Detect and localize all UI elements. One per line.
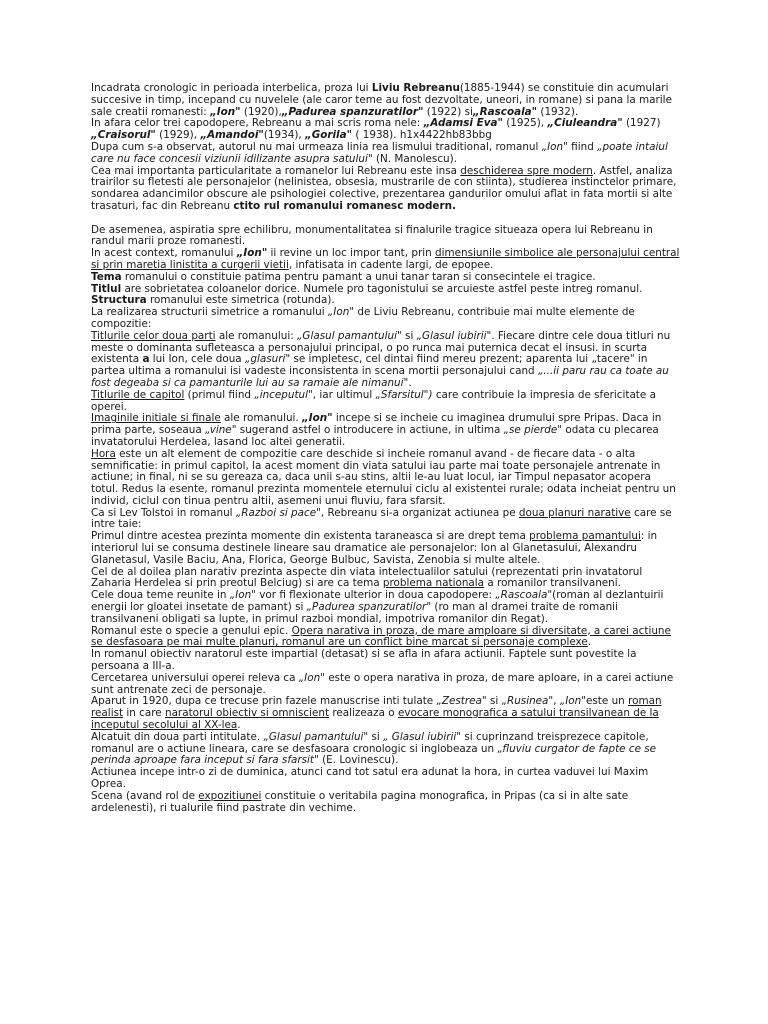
- text-run: si cuprinzand treisprezece capitole, romanul are o actiune lineara, care se desfasoara cronologic si inglobeaza un: [91, 730, 649, 755]
- text-run: ( 1938). h1x4422hb83bbg: [352, 129, 492, 142]
- italic-text: „Ion": [541, 140, 568, 153]
- text-run: fiind: [567, 140, 598, 153]
- paragraph-universe: [91, 673, 681, 697]
- bold-text: Tema: [91, 270, 122, 283]
- text-run: si: [401, 329, 417, 342]
- text-run: romanului este simetrica (rotunda).: [146, 294, 335, 307]
- text-run: (E. Lovinescu).: [318, 754, 399, 767]
- underlined-text: dimensiunile simbolice ale personajului central si prin maretia linistita a curgerii vietii: [91, 247, 680, 271]
- italic-text: „...ii paru rau ca toate au fost degeaba si ca pamanturile lui au sa ramaie ale nimanui": [91, 365, 669, 389]
- text-run: ale romanului:: [215, 329, 298, 342]
- text-run: In acest context, romanului: [91, 247, 237, 260]
- text-run: este o opera narativa in proza, de mare aploare, in a carei actiune sunt antrenate zeci de personaje.: [91, 671, 674, 696]
- italic-text: „Glasul pamantului": [297, 329, 402, 342]
- underlined-text: problema nationala: [382, 577, 485, 590]
- text-run: : in interiorul lui se consuma destinele lineare sau dramatice ale personajelor: Ion al Glanetasului, Alexandru Glanetasul, Vasile Baciu, Ana, Florica, George Bulbuc, Savista, Zenobia si multe altele.: [91, 530, 658, 566]
- text-run: si: [486, 695, 502, 708]
- underlined-text: doua planuri narative: [518, 506, 631, 519]
- text-run: Cel de al doilea plan narativ prezinta aspecte din viata intelectualilor satului (reprezentati prin invatatorul Zaharia Herdelea si prin preotul Belciug) si are ca tema: [91, 565, 643, 590]
- bold-italic-text: „Ion": [236, 247, 268, 260]
- text-run: sugerand astfel o introducere in actiune, in ultima: [236, 424, 504, 437]
- underlined-text: deschiderea spre modern: [460, 164, 593, 177]
- paragraph-two-themes: [91, 590, 681, 625]
- text-run: (1927): [622, 117, 661, 130]
- bold-italic-text: „Ion": [210, 105, 241, 118]
- paragraph-composition: [91, 307, 681, 331]
- italic-text: „Zestrea": [436, 695, 487, 708]
- italic-text: „Ion": [327, 306, 355, 319]
- text-run: si: [368, 730, 384, 743]
- text-run: , iar ultimul: [312, 388, 376, 401]
- bold-italic-text: „Gorila": [305, 129, 353, 142]
- text-run: Incadrata cronologic in perioada interbelica, proza lui: [91, 82, 372, 94]
- italic-text: „Ion": [298, 671, 325, 684]
- text-run: (N. Manolescu).: [372, 152, 457, 165]
- text-run: Ca si Lev Tolstoi in romanul: [91, 506, 236, 519]
- text-run: (roman al dezlantuirii energii lor gloatei insetate de pamant) si: [91, 589, 664, 614]
- text-run: este un alt element de compozitie care deschide si incheie romanul avand - de fiecare data - o alta semnificatie: in primul capitol, la acest moment din viata satului iau parte mai toate personajele antrenate in actiune; in final, ni se su gereaza ca, daca unii s-au stins, altii le-au luat locul, iar Timpul nepasator acopera totul. Redus la esente, romanul prezinta momentele eternului ciclu al existentei rurale; odata incheiat pentru un individ, ciclul con tinua pentru altii, asemeni unui fluviu, fara sfarsit.: [91, 447, 676, 507]
- text-run: Primul dintre acestea prezinta momente din existenta taraneasca si are drept tema: [91, 530, 530, 543]
- text-run: . Fiecare dintre cele doua titluri nu meste o dominanta sufleteasca a personajului principal, o po runca mai puternica decat el insusi. in scurta existenta: [91, 329, 671, 366]
- text-run: , Rebreanu si-a organizat actiunea pe: [320, 506, 519, 519]
- underlined-text: roman realist: [91, 695, 662, 720]
- underlined-text: expozitiunei: [198, 789, 262, 802]
- text-run: La realizarea structurii simetrice a romanului: [91, 306, 328, 319]
- underlined-text: naratorul obiectiv si omniscient: [164, 707, 330, 720]
- italic-text: „ Glasul iubirii": [383, 730, 462, 743]
- italic-text: „Glasul pamantului": [263, 730, 369, 743]
- document-body: [91, 83, 681, 814]
- text-run: lui Ion, cele doua: [149, 353, 245, 366]
- paragraph-intro: [91, 83, 681, 118]
- italic-text: „Rusinea": [501, 695, 554, 708]
- text-run: incepe si se incheie cu imaginea drumului spre Pripas. Daca in prima parte, soseaua: [91, 412, 662, 437]
- italic-text: „inceputul": [254, 388, 313, 401]
- italic-text: „se pierde": [503, 424, 563, 437]
- bold-text: Liviu Rebreanu: [371, 82, 460, 94]
- paragraph-scene: [91, 791, 681, 815]
- text-run: (1922) si: [423, 105, 473, 118]
- paragraph-two-parts: [91, 732, 681, 767]
- paragraph-context: [91, 248, 681, 272]
- bold-italic-text: „Amandoi": [200, 129, 264, 142]
- text-run: Actiunea incepe intr-o zi de duminica, atunci cand tot satul era adunat la hora, in curtea vaduvei lui Maxim Oprea.: [91, 766, 649, 791]
- bold-italic-text: „Padurea spanzuratilor": [281, 105, 424, 118]
- italic-text: „Glasul iubirii": [416, 329, 492, 342]
- text-run: . Astfel, analiza trairilor su fletesti ale personajelor (nelinistea, obsesia, mustrarile de con stiinta), studierea instinctelor primare, sondarea adancimilor obscure ale psihologiei colective, prezentarea gandurilor omului aflat in fata mortii si alte trasaturi, fac din Rebreanu: [91, 164, 677, 212]
- text-run: Romanul este o specie a genului epic.: [91, 624, 292, 637]
- text-run: (1920),: [240, 105, 282, 118]
- italic-text: „Razboi si pace": [235, 506, 321, 519]
- text-run: .: [237, 719, 241, 732]
- bold-text: a: [142, 353, 150, 366]
- text-run: De asemenea, aspiratia spre echilibru, monumentalitatea si finalurile tragice situeaza opera lui Rebreanu in randul marii proze romanesti.: [91, 223, 653, 248]
- paragraph-part-titles: [91, 331, 681, 390]
- paragraph-other-novels: [91, 118, 681, 142]
- text-run: Dupa cum s-a observat, autorul nu mai urmeaza linia rea lismului traditional, romanul: [91, 140, 542, 153]
- bold-text: Titlul: [91, 282, 122, 295]
- underlined-text: Titlurile de capitol: [91, 388, 185, 401]
- text-run: are sobrietatea coloanelor dorice. Numele pro tagonistului se arcuieste astfel peste intreg romanul.: [121, 282, 643, 295]
- text-run: ale romanului.: [220, 412, 303, 425]
- text-run: (1934),: [263, 129, 306, 142]
- underlined-text: evocare monografica a satului transilvanean de la inceputul secolului al XX-lea: [91, 707, 659, 732]
- text-run: ii revine un loc impor tant, prin: [267, 247, 435, 260]
- text-run: de Liviu Rebreanu, contribuie mai multe elemente de compozitie:: [91, 306, 635, 330]
- text-run: (1932).: [537, 105, 579, 118]
- paragraph-hora: [91, 449, 681, 508]
- bold-italic-text: „Ciuleandra": [547, 117, 623, 130]
- italic-text: „glasuri": [244, 353, 291, 366]
- paragraph-balance: [91, 225, 681, 249]
- paragraph-chapter-titles: [91, 390, 681, 414]
- text-run: odata cu plecarea invatatorului Herdelea, lasand loc altei generatii.: [91, 424, 659, 448]
- text-run: Cele doua teme reunite in: [91, 589, 230, 602]
- text-run: , infatisata in cadente largi, de epopee.: [288, 258, 494, 271]
- text-run: (1885-1944) se constituie din acumulari succesive in timp, incepand cu nuvelele (ale caror teme au fost dezvoltate, uneori, in romane) si pana la marile sale creatii romanesti:: [91, 82, 672, 118]
- paragraph-published-1920: [91, 696, 681, 731]
- text-run: In romanul obiectiv naratorul este impartial (detasat) si se afla in afara actiunii. Faptele sunt povestite la persoana a III-a.: [91, 648, 637, 673]
- text-run: care se intre taie:: [91, 506, 672, 531]
- text-run: ,: [553, 695, 560, 708]
- underlined-text: Titlurile celor doua parti: [91, 329, 216, 342]
- text-run: .: [408, 376, 412, 389]
- bold-italic-text: „Adamsi Eva": [423, 117, 503, 130]
- text-run: Cea mai importanta particularitate a romanelor lui Rebreanu este insa: [91, 164, 461, 177]
- italic-text: „Ion": [229, 589, 256, 602]
- bold-italic-text: „Craisorul": [91, 129, 156, 142]
- paragraph-objective-narrator: [91, 649, 681, 673]
- text-run: vor fi flexionate ulterior in doua capodopere:: [255, 589, 496, 602]
- text-run: Alcatuit din doua parti intitulate.: [91, 730, 264, 743]
- underlined-text: Hora: [91, 447, 116, 460]
- underlined-text: Opera narativa in proza, de mare amploare si diversitate, a carei actiune se desfasoara pe mai multe planuri, romanul are un conflict bine marcat si personaje complexe: [91, 624, 671, 649]
- text-run: constituie o veritabila pagina monografica, in Pripas (ca si in alte sate ardelenesti), ri tualurile fiind pastrate din vechime.: [91, 789, 629, 814]
- italic-text: „poate intaiul care nu face concesii viziunii idilizante asupra satului": [91, 140, 668, 165]
- text-run: Scena (avand rol de: [91, 789, 199, 802]
- text-run: Aparut in 1920, dupa ce trecuse prin fazele manuscrise inti tulate: [91, 695, 437, 708]
- text-run: este un: [586, 695, 629, 708]
- bold-italic-text: „Rascoala": [472, 105, 538, 118]
- italic-text: „fluviu curgator de fapte ce se perinda aproape fara inceput si fara sfarsit": [91, 742, 657, 767]
- text-run: (1929),: [155, 129, 201, 142]
- paragraph-initial-final-images: [91, 413, 681, 448]
- underlined-text: Imaginile initiale si finale: [91, 412, 221, 425]
- paragraph-modernity: [91, 166, 681, 213]
- bold-text: ctito rul romanului romanesc modern.: [233, 199, 456, 212]
- text-run: se impletesc, cel dintai fiind mereu prezent; aparenta lui „tacere" in partea ultima a romanului isi vadeste inconsistenta in scena mortii personajului cand: [91, 353, 648, 378]
- text-run: care contribuie la impresia de sfericitate a operei.: [91, 388, 656, 413]
- bold-text: Structura: [91, 294, 147, 307]
- text-run: (ro man al dramei traite de romanii transilvaneni obligati sa lupte, in primul razboi mondial, impotriva romanilor din Regat).: [91, 601, 618, 625]
- text-run: (primul fiind: [184, 388, 255, 401]
- paragraph-epic-genre: [91, 626, 681, 650]
- bold-italic-text: „Ion": [302, 412, 333, 425]
- text-run: in care: [123, 707, 165, 720]
- italic-text: „vine": [205, 424, 237, 437]
- paragraph-realism: [91, 142, 681, 166]
- italic-text: „Ion": [559, 695, 586, 708]
- text-run: .: [587, 636, 592, 649]
- underlined-text: problema pamantului: [529, 530, 641, 543]
- text-run: Cercetarea universului operei releva ca: [91, 671, 299, 684]
- italic-text: „Rascoala": [495, 589, 553, 602]
- text-run: (1925),: [502, 117, 548, 130]
- paragraph-second-plan: [91, 567, 681, 591]
- italic-text: „Sfarsitul"): [375, 388, 433, 401]
- text-run: realizeaza o: [329, 707, 398, 720]
- text-run: a romanilor transilvaneni.: [484, 577, 621, 590]
- paragraph-first-plan: [91, 531, 681, 566]
- paragraph-narrative-plans: [91, 508, 681, 532]
- italic-text: „Padurea spanzuratilor": [306, 601, 432, 614]
- paragraph-action-start: [91, 767, 681, 791]
- text-run: In afara celor trei capodopere, Rebreanu a mai scris roma nele:: [91, 117, 424, 130]
- text-run: romanului o constituie patima pentru pamant a unui tanar taran si consecintele ei tragice.: [121, 270, 596, 283]
